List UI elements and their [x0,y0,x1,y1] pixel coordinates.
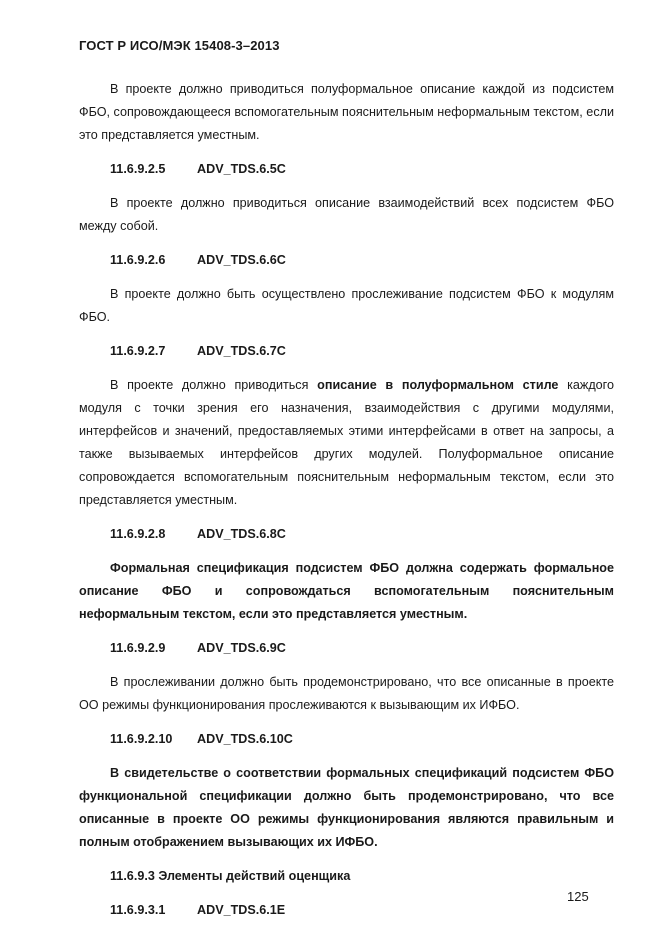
clause-heading [79,249,614,272]
page-number: 125 [567,889,589,904]
paragraph: В проекте должно приводиться описание взаимодействий всех подсистем ФБО между собой. [79,196,614,233]
paragraph-text: каждого модуля с точки зрения его назначения, взаимодействия с другими модулями, интерфейсов и значений, предоставляемых этими интерфейсами в ответ на запросы, а также вызываемых интерфейсов других модулей. Полуформальное описание сопровождается вспомогательным пояснительным неформальным текстом, если это представляется уместным. [79,378,615,507]
clause-number: 11.6.9.2.5 [110,162,166,176]
paragraph-emphasis: описание в полуформальном стиле [317,378,559,392]
clause-number: 11.6.9.2.9 [110,641,166,655]
standard-header: ГОСТ Р ИСО/МЭК 15408-3–2013 [79,38,280,53]
clause-number: 11.6.9.2.6 [110,253,166,267]
clause-heading [79,637,614,660]
clause-heading [79,899,614,922]
clause-heading [79,523,614,546]
clause-code: ADV_TDS.6.1E [197,903,286,917]
clause-code: ADV_TDS.6.6C [197,253,286,267]
clause-code: ADV_TDS.6.10C [197,732,293,746]
clause-number: 11.6.9.3.1 [110,903,166,917]
clause-code: ADV_TDS.6.8C [197,527,286,541]
clause-number: 11.6.9.2.8 [110,527,166,541]
clause-number: 11.6.9.2.10 [110,732,173,746]
section-heading: 11.6.9.3 Элементы действий оценщика [110,869,351,883]
paragraph: В прослеживании должно быть продемонстрировано, что все описанные в проекте ОО режимы функционирования прослеживаются к вызывающим их ИФБО. [79,675,614,712]
clause-number: 11.6.9.2.7 [110,344,166,358]
clause-code: ADV_TDS.6.7C [197,344,286,358]
clause-code: ADV_TDS.6.5C [197,162,286,176]
paragraph-bold: В свидетельстве о соответствии формальных спецификаций подсистем ФБО функциональной спецификации должно быть продемонстрировано, что все описанные в проекте ОО режимы функционирования являются правильным и полным отображением вызывающих их ИФБО. [79,766,614,849]
paragraph [79,374,614,512]
clause-code: ADV_TDS.6.9C [197,641,286,655]
clause-heading [79,158,614,181]
document-body [79,78,614,933]
paragraph-text: В проекте должно приводиться [110,378,318,392]
paragraph-bold: Формальная спецификация подсистем ФБО должна содержать формальное описание ФБО и сопровождаться вспомогательным пояснительным неформальным текстом, если это представляется уместным. [79,561,614,621]
paragraph: В проекте должно быть осуществлено прослеживание подсистем ФБО к модулям ФБО. [79,287,614,324]
paragraph: В проекте должно приводиться полуформальное описание каждой из подсистем ФБО, сопровождающееся вспомогательным пояснительным неформальным текстом, если это представляется уместным. [79,82,614,142]
clause-heading [79,728,614,751]
clause-heading [79,340,614,363]
